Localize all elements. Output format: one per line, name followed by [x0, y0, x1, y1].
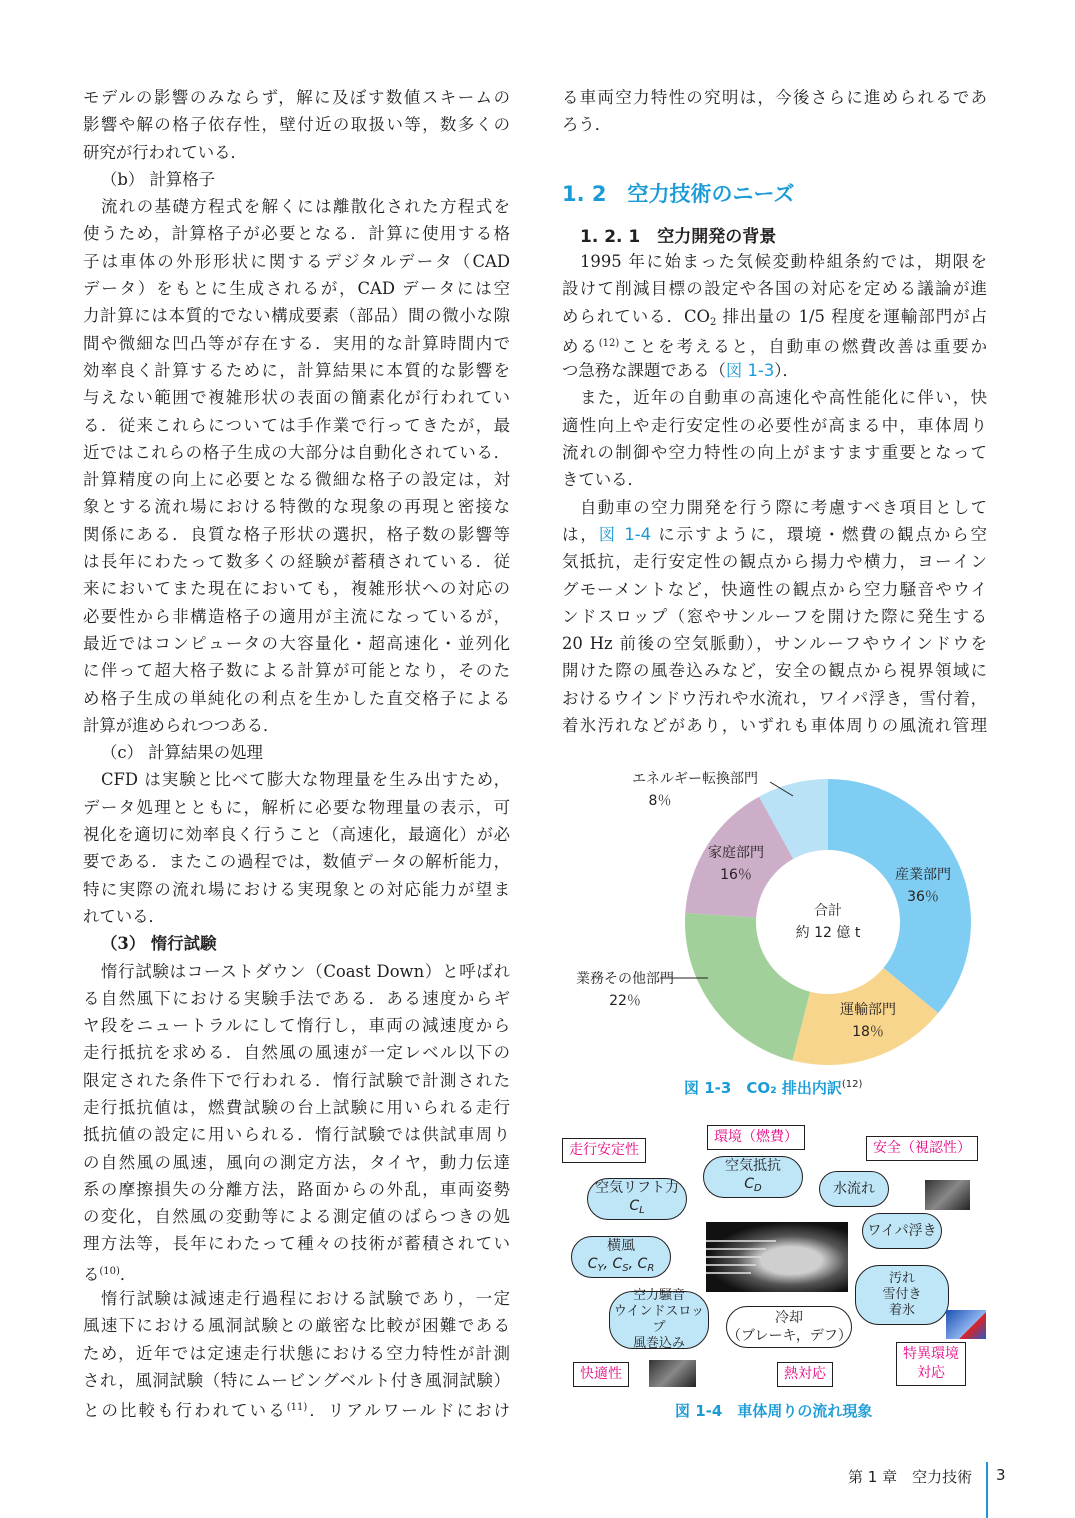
paragraph-line: 設けて削減目標の設定や各国の対応を定める議論が進 [562, 279, 987, 299]
bubble-water-flow: 水流れ [819, 1171, 889, 1207]
paragraph-line: に伴って超大格子数による計算が可能となり，そのた [83, 661, 510, 681]
car-wind-tunnel-photo [706, 1222, 848, 1292]
citation-superscript: (11) [286, 1402, 308, 1414]
subheading: （3） 惰行試験 [101, 934, 217, 954]
paragraph-line: 開けた際の風巻込みなど，安全の観点から視界領域に [562, 661, 987, 681]
subheading: （c） 計算結果の処理 [101, 743, 263, 763]
subsection-heading: 1. 2. 1 空力開発の背景 [580, 227, 777, 247]
paragraph-line: 計算が進められつつある． [83, 715, 280, 735]
paragraph-line: 関係にある．良質な格子形状の選択，格子数の影響等 [83, 524, 510, 544]
paragraph-line: 流れの基礎方程式を解くには離散化された方程式を [101, 197, 510, 217]
text-segment: との比較も行われている [83, 1401, 287, 1421]
text-segment: める [562, 336, 599, 356]
label-energy: エネルギー転換部門 8％ [632, 771, 758, 809]
text-segment: つ急務な課題である（ [562, 361, 726, 381]
paragraph-line: 自動車の空力開発を行う際に考慮すべき項目として [580, 497, 987, 517]
paragraph-line: データ）をもとに生成されるが，CAD データには空 [83, 279, 510, 299]
paragraph-line: 与えない範囲で複雑形状の表面の簡素化が行われてい [83, 388, 510, 408]
page-number: 3 [996, 1466, 1006, 1484]
label-industry: 産業部門 36％ [895, 867, 951, 905]
paragraph-line: グモーメントなど，快適性の観点から空力騒音やウイ [562, 579, 987, 599]
citation-superscript: (12) [598, 337, 620, 349]
bubble-drag: 空気抵抗 $C_D$ [703, 1156, 803, 1198]
paragraph-line: 使うため，計算格子が必要となる．計算に使用する格 [83, 224, 510, 244]
paragraph-line: る．従来これらについては手作業で行ってきたが，最 [83, 415, 510, 435]
paragraph-line: 視化を適切に効率良く行うこと（高速化，最適化）が必 [83, 825, 510, 845]
tag-safety: 安全（視認性） [866, 1136, 978, 1161]
paragraph-line: データ処理とともに，解析に必要な物理量の表示，可 [83, 797, 510, 817]
paragraph-line: め格子生成の単純化の利点を生かした直交格子による [83, 688, 510, 708]
label-business: 業務その他部門 22％ [576, 971, 674, 1009]
text-segment: められている．CO [562, 306, 710, 326]
paragraph-line: る車両空力特性の究明は，今後さらに進められるであ [562, 88, 987, 107]
text-segment: ．リアルワールドにおけ [307, 1401, 511, 1421]
paragraph-line: 抵抗値の設定に用いられる．惰行試験では供試車周り [83, 1125, 510, 1145]
paragraph-line: の自然風の風速，風向の測定方法，タイヤ，動力伝達 [83, 1152, 510, 1172]
text-segment: る [83, 1264, 100, 1284]
tag-special-environment: 特異環境 対応 [896, 1342, 966, 1386]
paragraph-line: ため，近年では定速走行状態における空力特性が計測 [83, 1343, 510, 1363]
subheading: （b） 計算格子 [101, 169, 216, 189]
paragraph-line: は長年にわたって数多くの経験が蓄積されている．従 [83, 552, 510, 572]
paragraph-line: 流れの制御や空力特性の向上がますます重要となって [562, 443, 987, 463]
paragraph-line: 惰行試験はコーストダウン（Coast Down）と呼ばれ [101, 961, 510, 981]
paragraph-line: ヤ段をニュートラルにして惰行し，車両の減速度から [83, 1016, 510, 1036]
paragraph-line: 適性向上や走行安定性の必要性が高まる中，車体周り [562, 415, 987, 435]
paragraph-line [562, 521, 987, 548]
paragraph-line: 効率良く計算するために，計算結果に本質的な影響を [83, 360, 510, 380]
paragraph-line: 来においてまた現在においても，複雑形状への対応の [83, 579, 510, 599]
tag-thermal: 熱対応 [777, 1362, 833, 1387]
paragraph-line: きている． [562, 470, 644, 490]
snow-car-photo [946, 1310, 986, 1339]
paragraph-line: CFD は実験と比べて膨大な物理量を生み出すため， [101, 770, 510, 790]
text-segment: に示すように，環境・燃費の観点から空 [651, 524, 988, 544]
tag-environment: 環境（燃費） [707, 1125, 805, 1150]
sunroof-photo [649, 1360, 696, 1387]
tag-comfort: 快適性 [573, 1362, 629, 1387]
paragraph-line: 近ではこれらの格子生成の大部分は自動化されている． [83, 442, 510, 462]
paragraph-line: 力計算には本質的でない構成要素（部品）間の微小な隙 [83, 306, 510, 326]
paragraph-line: 惰行試験は減速走行過程における試験であり，一定 [101, 1289, 510, 1309]
label-transport: 運輸部門 18％ [840, 1002, 896, 1040]
paragraph-line: 風速下における風洞試験との厳密な比較が困難である [83, 1316, 510, 1336]
paragraph-line: おけるウインドウ汚れや水流れ，ワイパ浮き，雪付着， [562, 688, 987, 708]
figure-reference-link[interactable]: 図 1-3 [725, 361, 775, 381]
paragraph-line: 研究が行われている． [83, 142, 247, 162]
paragraph-line [83, 1258, 510, 1285]
right-column-top [562, 84, 987, 139]
text-segment: 2 [709, 316, 717, 328]
paragraph-line: 最近ではコンピュータの大容量化・超高速化・並列化 [83, 633, 510, 653]
paragraph-line: また，近年の自動車の高速化や高性能化に伴い，快 [580, 388, 987, 408]
paragraph-line [562, 330, 987, 357]
paragraph-line: 理方法等，長年にわたって種々の技術が蓄積されてい [83, 1234, 510, 1254]
right-column [562, 248, 987, 739]
paragraph-line: 必要性から非構造格子の適用が主流になっているが， [83, 606, 510, 626]
paragraph-line [562, 303, 987, 330]
paragraph-line: 系の摩擦損失の分離方法，路面からの外乱，車両姿勢 [83, 1179, 510, 1199]
paragraph-line: 子は車体の外形形状に関するデジタルデータ（CAD [83, 251, 510, 271]
paragraph-line: る自然風下における実験手法である．ある速度からギ [83, 988, 510, 1008]
bubble-wiper-lift: ワイパ浮き [862, 1213, 942, 1249]
paragraph-line: 計算精度の向上に必要となる微細な格子の設定は，対 [83, 470, 510, 490]
center-label: 合計 約 12 億 t [795, 903, 861, 941]
paragraph-line: 影響や解の格子依存性，壁付近の取扱い等，数多くの [83, 115, 510, 135]
bubble-lift: 空気リフト力 $C_L$ [587, 1178, 687, 1220]
paragraph-line: 着氷汚れなどがあり，いずれも車体周りの風流れ管理 [562, 716, 987, 736]
paragraph-line: 間や微細な凹凸等が存在する．実用的な計算時間内で [83, 333, 510, 353]
footer-chapter: 第 1 章 空力技術 [848, 1468, 973, 1486]
engine-photo [925, 1180, 970, 1210]
paragraph-line [562, 357, 987, 384]
section-heading: 1. 2 空力技術のニーズ [562, 182, 795, 206]
bubble-soiling: 汚れ 雪付き 着氷 [855, 1265, 949, 1325]
text-segment: ）． [774, 361, 799, 381]
paragraph-line: れている． [83, 906, 165, 926]
footer-divider [986, 1462, 988, 1518]
paragraph-line: 1995 年に始まった気候変動枠組条約では，期限を [580, 252, 987, 271]
paragraph-line: ろう． [562, 115, 612, 135]
text-segment: ． [119, 1264, 137, 1284]
paragraph-line: モデルの影響のみならず，解に及ぼす数値スキームの [83, 88, 510, 107]
paragraph-line: 要である．またこの過程では，数値データの解析能力， [83, 852, 510, 872]
citation-superscript: (10) [99, 1265, 120, 1277]
left-column [83, 84, 510, 1422]
label-household: 家庭部門 16％ [708, 845, 764, 883]
paragraph-line: ンドスロップ（窓やサンルーフを開けた際に発生する [562, 606, 987, 626]
paragraph-line: 象とする流れ場における特徴的な現象の再現と密接な [83, 497, 510, 517]
text-segment: は， [562, 524, 599, 544]
bubble-crosswind: 横風 $C_Y$, $C_S$, $C_R$ [571, 1236, 671, 1278]
bubble-aero-noise: 空力騒音 ウインドスロップ 風巻込み [609, 1291, 709, 1349]
paragraph-line: 限定された条件下で行われる．惰行試験で計測された [83, 1070, 510, 1090]
paragraph-line: 特に実際の流れ場における実現象との対応能力が望ま [83, 879, 510, 899]
bubble-cooling: 冷却 （ブレーキ，デフ） [726, 1306, 852, 1348]
paragraph-line [83, 1394, 510, 1421]
paragraph-line: の変化，自然風の変動等による測定値のばらつきの処 [83, 1207, 510, 1227]
text-segment: 排出量の 1/5 程度を運輸部門が占 [716, 306, 987, 326]
figure-1-3-caption: 図 1-3 CO₂ 排出内訳$^{(12)}$ [684, 1079, 863, 1097]
tag-stability: 走行安定性 [562, 1138, 646, 1163]
paragraph-line: 20 Hz 前後の空気脈動），サンルーフやウインドウを [562, 634, 987, 654]
figure-1-4-caption: 図 1-4 車体周りの流れ現象 [675, 1402, 873, 1420]
co2-donut-chart [560, 760, 990, 1080]
paragraph-line: 走行抵抗を求める．自然風の風速が一定レベル以下の [83, 1043, 510, 1063]
paragraph-line: 走行抵抗値は，燃費試験の台上試験に用いられる走行 [83, 1097, 510, 1117]
figure-reference-link[interactable]: 図 1-4 [598, 524, 652, 544]
paragraph-line: され，風洞試験（特にムービングベルト付き風洞試験） [83, 1370, 510, 1390]
text-segment: ことを考えると，自動車の燃費改善は重要か [619, 336, 988, 356]
paragraph-line: 気抵抗，走行安定性の観点から揚力や横力，ヨーイン [562, 552, 987, 572]
